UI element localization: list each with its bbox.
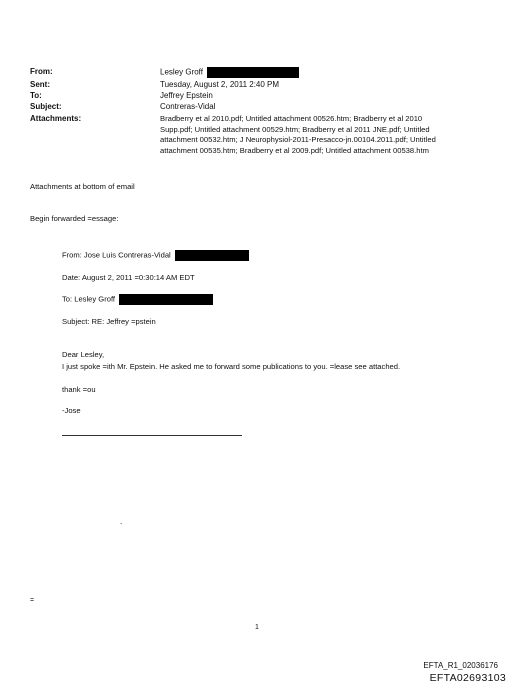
fwd-subject: Subject: RE: Jeffrey =pstein bbox=[62, 317, 156, 326]
greeting: Dear Lesley, bbox=[62, 350, 105, 359]
fwd-to-text: To: Lesley Groff bbox=[62, 294, 116, 304]
attachments-note: Attachments at bottom of email bbox=[30, 182, 135, 191]
fwd-date: Date: August 2, 2011 =0:30:14 AM EDT bbox=[62, 273, 195, 282]
from-name: Lesley Groff bbox=[160, 67, 203, 77]
fwd-from bbox=[62, 250, 249, 261]
from-label: From: bbox=[30, 67, 53, 76]
bates-number-large: EFTA02693103 bbox=[429, 672, 506, 684]
sent-label: Sent: bbox=[30, 80, 50, 89]
redaction-box bbox=[119, 294, 213, 305]
redaction-box bbox=[175, 250, 249, 261]
to-value: Jeffrey Epstein bbox=[160, 91, 213, 100]
from-value bbox=[160, 67, 299, 78]
thanks: thank =ou bbox=[62, 385, 96, 394]
attachment-line: attachment 00535.htm; Bradberry et al 2009.pdf; Untitled attachment 00538.htm bbox=[160, 145, 429, 155]
attachment-line: attachment 00532.htm; J Neurophysiol-2011-Presacco-jn.00104.2011.pdf; Untitled bbox=[160, 135, 436, 144]
stray-equals: = bbox=[30, 597, 35, 604]
page-number: 1 bbox=[255, 624, 259, 631]
redaction-box bbox=[207, 67, 299, 78]
attachments-list bbox=[160, 114, 480, 156]
sent-value: Tuesday, August 2, 2011 2:40 PM bbox=[160, 80, 280, 89]
begin-forwarded: Begin forwarded =essage: bbox=[30, 214, 119, 223]
bates-number-small: EFTA_R1_02036176 bbox=[423, 661, 498, 670]
message: I just spoke =ith Mr. Epstein. He asked me to forward some publications to you. =lease see attached. bbox=[62, 362, 401, 371]
to-label: To: bbox=[30, 91, 42, 100]
subject-value: Contreras-Vidal bbox=[160, 102, 216, 111]
signature-divider bbox=[62, 435, 242, 436]
attachment-line: Supp.pdf; Untitled attachment 00529.htm; Bradberry et al 2011 JNE.pdf; Untitled bbox=[160, 124, 430, 134]
stray-dot: . bbox=[120, 517, 123, 526]
attachments-label: Attachments: bbox=[30, 114, 82, 123]
fwd-from-text: From: Jose Luis Contreras-Vidal bbox=[62, 250, 171, 260]
signoff: -Jose bbox=[62, 406, 81, 415]
attachment-line: Bradberry et al 2010.pdf; Untitled attachment 00526.htm; Bradberry et al 2010 bbox=[160, 114, 423, 123]
subject-label: Subject: bbox=[30, 102, 62, 111]
fwd-to bbox=[62, 294, 213, 305]
